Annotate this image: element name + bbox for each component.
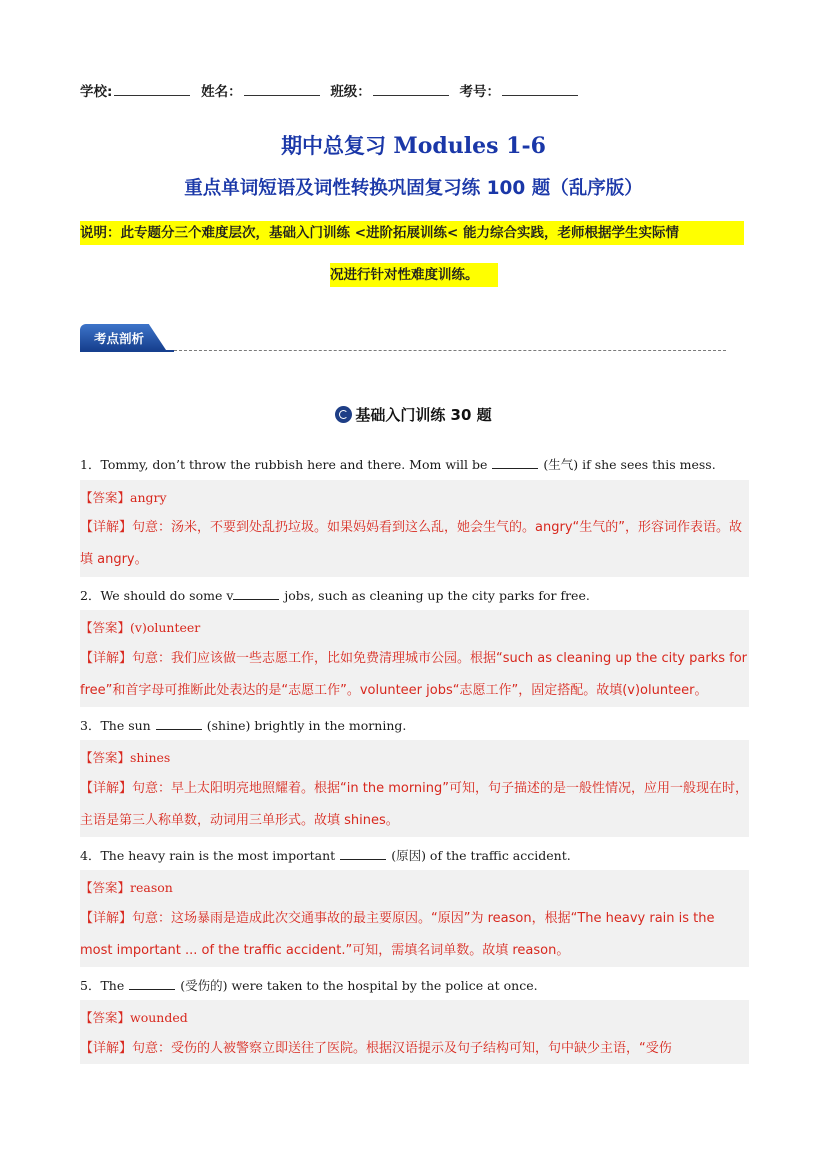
question-4-blank[interactable] bbox=[340, 849, 386, 860]
exam-number-blank[interactable] bbox=[502, 83, 578, 96]
explanation-label: 【详解】 bbox=[80, 1041, 133, 1056]
explanation-label: 【详解】 bbox=[80, 651, 133, 666]
question-5-explanation bbox=[80, 1033, 749, 1065]
question-4-pre: 4．The heavy rain is the most important bbox=[80, 848, 336, 863]
question-2-blank[interactable] bbox=[233, 589, 279, 600]
question-5-pre: 5．The bbox=[80, 978, 125, 993]
question-5-answer bbox=[80, 1008, 188, 1026]
answer-value: wounded bbox=[130, 1010, 188, 1025]
question-3-blank[interactable] bbox=[156, 719, 202, 730]
question-3-post: (shine) brightly in the morning. bbox=[206, 718, 407, 733]
answer-value: angry bbox=[130, 490, 167, 505]
question-2-post: jobs, such as cleaning up the city parks for free. bbox=[284, 588, 590, 603]
explanation-text: 句意：受伤的人被警察立即送往了医院。根据汉语提示及句子结构可知，句中缺少主语，“受伤 bbox=[132, 1041, 672, 1056]
section-tab-underline bbox=[80, 350, 174, 352]
explanation-label: 【详解】 bbox=[80, 781, 133, 796]
class-label: 班级： bbox=[330, 84, 371, 100]
section-tab-label: 考点剖析 bbox=[94, 331, 145, 346]
title-cn: 期中总复习 bbox=[281, 134, 387, 158]
explanation-text: 句意：汤米，不要到处乱扔垃圾。如果妈妈看到这么乱，她会生气的。angry“生气的”，形容词作表语。故填 angry。 bbox=[80, 520, 742, 567]
name-label: 姓名： bbox=[201, 84, 242, 100]
answer-value: (v)olunteer bbox=[130, 620, 201, 635]
question-1-pre: 1．Tommy, don’t throw the rubbish here and there. Mom will be bbox=[80, 457, 488, 472]
section-heading bbox=[0, 404, 827, 425]
answer-label: 【答案】 bbox=[80, 620, 131, 635]
question-5 bbox=[80, 976, 538, 994]
answer-label: 【答案】 bbox=[80, 880, 131, 895]
question-1-answer bbox=[80, 488, 167, 506]
question-2-explanation bbox=[80, 643, 749, 707]
question-4-post: (原因) of the traffic accident. bbox=[391, 848, 571, 863]
school-label: 学校: bbox=[80, 84, 113, 100]
explanation-label: 【详解】 bbox=[80, 520, 133, 535]
name-blank[interactable] bbox=[244, 83, 320, 96]
section-heading-text: 基础入门训练 30 题 bbox=[355, 406, 492, 424]
question-5-post: (受伤的) were taken to the hospital by the police at once. bbox=[180, 978, 538, 993]
answer-label: 【答案】 bbox=[80, 490, 131, 505]
answer-value: shines bbox=[130, 750, 171, 765]
page-subtitle: 重点单词短语及词性转换巩固复习练 100 题（乱序版） bbox=[184, 178, 643, 199]
answer-label: 【答案】 bbox=[80, 1010, 131, 1025]
exam-number-label: 考号： bbox=[459, 84, 501, 100]
question-1-post: (生气) if she sees this mess. bbox=[543, 457, 716, 472]
question-2-answer bbox=[80, 618, 200, 636]
school-blank[interactable] bbox=[114, 83, 190, 96]
question-4 bbox=[80, 846, 571, 864]
question-1-blank[interactable] bbox=[492, 458, 538, 469]
question-4-explanation bbox=[80, 903, 749, 967]
class-blank[interactable] bbox=[373, 83, 449, 96]
explanation-label: 【详解】 bbox=[80, 911, 133, 926]
question-1 bbox=[80, 455, 716, 473]
note-line-1: 说明：此专题分三个难度层次，基础入门训练 <进阶拓展训练< 能力综合实践，老师根据学生实际情 bbox=[80, 221, 744, 245]
question-3-explanation bbox=[80, 773, 749, 837]
refresh-circle-icon bbox=[335, 406, 352, 423]
question-3-pre: 3．The sun bbox=[80, 718, 151, 733]
explanation-text: 句意：早上太阳明亮地照耀着。根据“in the morning”可知，句子描述的是一般性情况，应用一般现在时，主语是第三人称单数，动词用三单形式。故填 shines。 bbox=[80, 781, 749, 828]
question-2 bbox=[80, 586, 590, 604]
answer-label: 【答案】 bbox=[80, 750, 131, 765]
student-info-line bbox=[80, 80, 584, 100]
question-3-answer bbox=[80, 748, 170, 766]
question-5-blank[interactable] bbox=[129, 979, 175, 990]
question-1-explanation bbox=[80, 512, 749, 576]
question-3 bbox=[80, 716, 406, 734]
question-2-pre: 2．We should do some v bbox=[80, 588, 234, 603]
page-title bbox=[0, 130, 827, 160]
question-4-answer bbox=[80, 878, 173, 896]
dashed-divider bbox=[174, 350, 726, 351]
explanation-text: 句意：我们应该做一些志愿工作，比如免费清理城市公园。根据“such as cleaning up the city parks for free”和首字母可推断此处表达的是“志愿工作”。volunteer jobs“志愿工作”，固定搭配。故填(v)olunteer。 bbox=[80, 651, 747, 698]
note-line-2: 况进行针对性难度训练。 bbox=[330, 263, 498, 287]
title-en: Modules 1-6 bbox=[393, 133, 546, 159]
answer-value: reason bbox=[130, 880, 173, 895]
explanation-text: 句意：这场暴雨是造成此次交通事故的最主要原因。“原因”为 reason，根据“The heavy rain is the most important ... of the traffic accident.”可知，需填名词单数。故填 reason。 bbox=[80, 911, 715, 958]
